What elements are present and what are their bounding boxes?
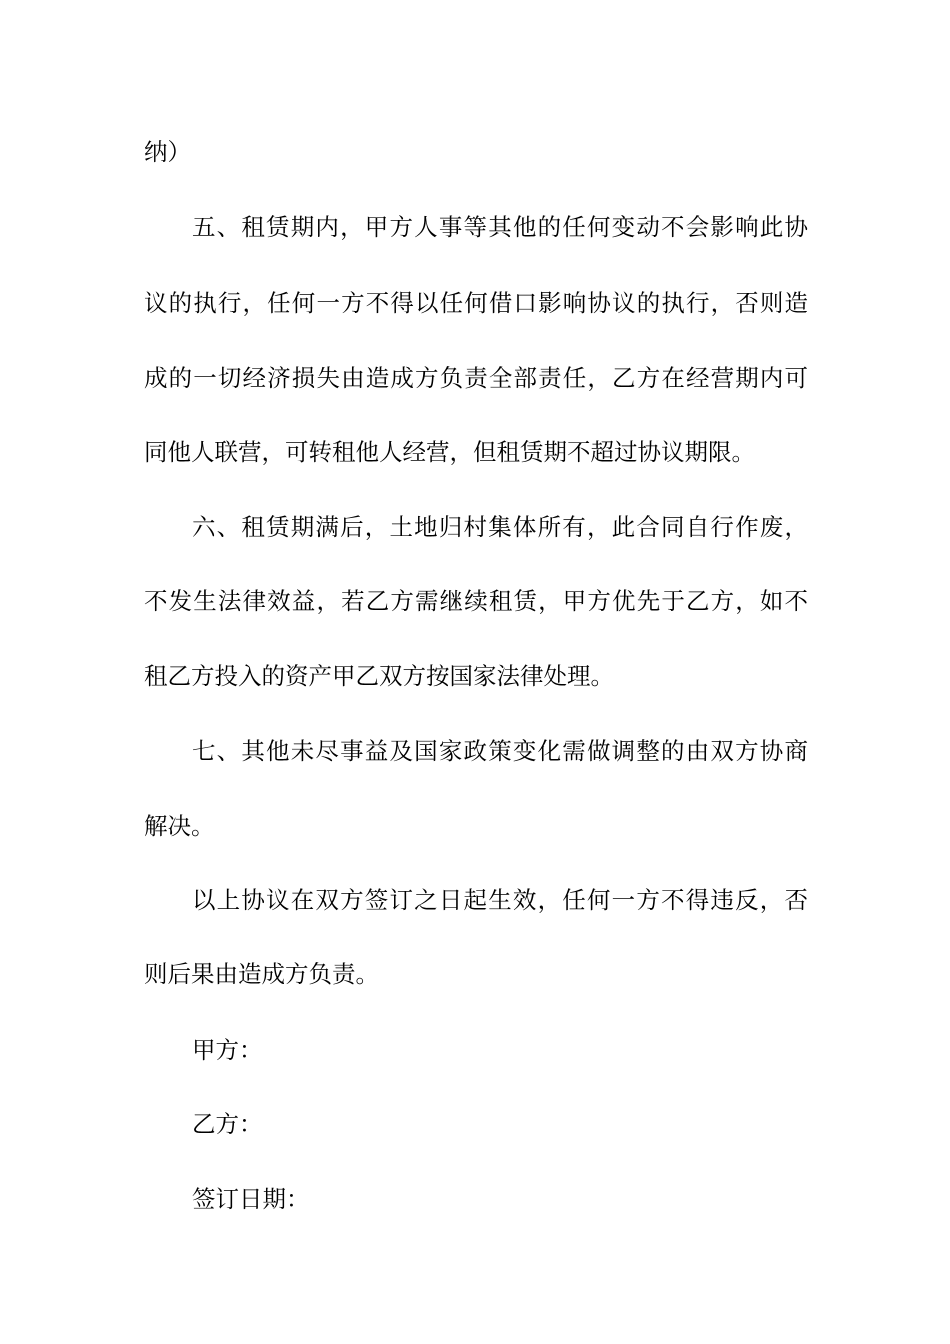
signing-date-label: 签订日期：	[192, 1185, 310, 1213]
clause-5-line-4: 同他人联营，可转租他人经营，但租赁期不超过协议期限。	[144, 438, 755, 466]
text-line-1: 纳）	[144, 138, 191, 166]
clause-5-line-2: 议的执行，任何一方不得以任何借口影响协议的执行，否则造	[144, 289, 808, 317]
effect-line-1: 以上协议在双方签订之日起生效，任何一方不得违反，否	[192, 886, 808, 914]
party-a-label: 甲方：	[192, 1036, 263, 1064]
clause-7-line-2: 解决。	[144, 812, 215, 840]
party-b-label: 乙方：	[192, 1110, 263, 1138]
clause-7-line-1: 七、其他未尽事益及国家政策变化需做调整的由双方协商	[192, 737, 808, 765]
effect-line-2: 则后果由造成方负责。	[144, 960, 379, 988]
clause-5-line-3: 成的一切经济损失由造成方负责全部责任，乙方在经营期内可	[144, 364, 808, 392]
clause-5-line-1: 五、租赁期内，甲方人事等其他的任何变动不会影响此协	[192, 213, 808, 241]
clause-6-line-1: 六、租赁期满后，土地归村集体所有，此合同自行作废，	[192, 513, 808, 541]
clause-6-line-2: 不发生法律效益，若乙方需继续租赁，甲方优先于乙方，如不	[144, 587, 808, 615]
clause-6-line-3: 租乙方投入的资产甲乙双方按国家法律处理。	[144, 662, 614, 690]
